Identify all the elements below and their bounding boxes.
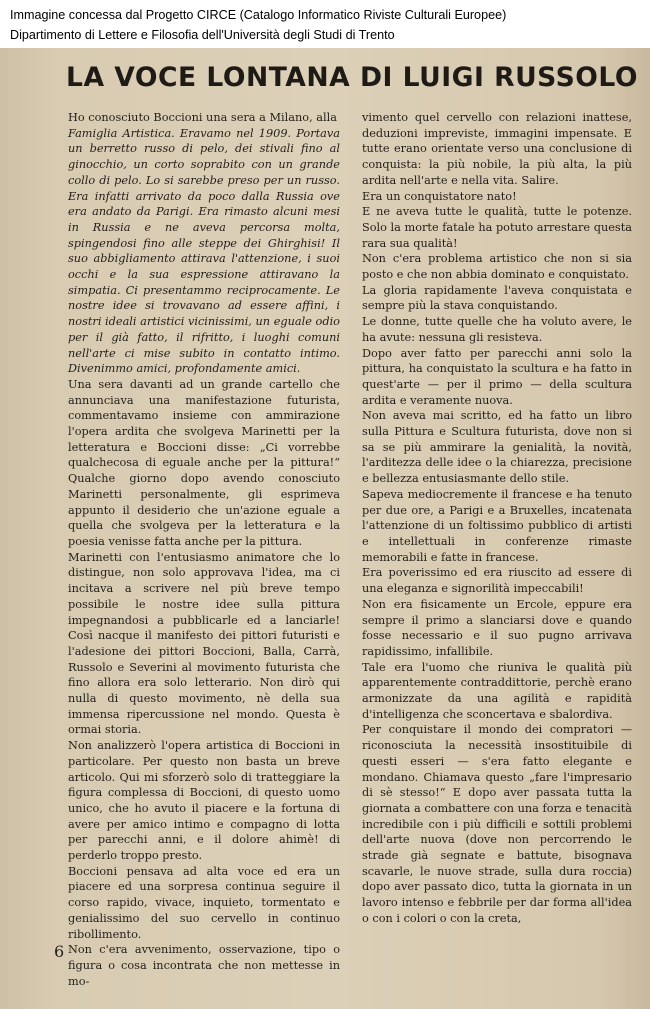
paragraph-text: Ho conosciuto Boccioni una sera a Milano, alla (68, 111, 337, 124)
column-left (68, 110, 340, 989)
paragraph: Non c'era avvenimento, osservazione, tipo o figura o cosa incontrata che non mettesse in mo- (68, 943, 340, 988)
paragraph: Era un conquistatore nato! (362, 189, 517, 203)
paragraph: Non c'era problema artistico che non si sia posto e che non abbia dominato e conquistato. (362, 252, 632, 282)
credit-line-1: Immagine concessa dal Progetto CIRCE (Catalogo Informatico Riviste Culturali Europee) (10, 8, 507, 22)
paragraph: Le donne, tutte quelle che ha voluto avere, le ha avute: nessuna gli resisteva. (362, 315, 632, 344)
magazine-page (0, 48, 650, 1009)
paragraph: Non aveva mai scritto, ed ha fatto un libro sulla Pittura e Scultura futurista, dove non si sa se più ammirare la genialità, la novità, l'arditezza delle idee o la chiarezza, precisione e bellezza entusiasmante dello stile. (362, 409, 632, 486)
paragraph (68, 126, 340, 377)
paragraph: Sapeva mediocremente il francese e ha tenuto per due ore, a Parigi e a Bruxelles, incatenata l'attenzione di un foltissimo pubblico di artisti e intellettuali in conferenze rimaste memorabili e fatte in francese. (362, 487, 632, 564)
paragraph: Tale era l'uomo che riuniva le qualità più apparentemente contraddittorie, perchè erano armonizzate da una agilità e rapidità d'intelligenza che sconcertava e sbalordiva. (362, 660, 632, 721)
credit-line-2: Dipartimento di Lettere e Filosofia dell'Università degli Studi di Trento (10, 28, 395, 42)
paragraph: Non era fisicamente un Ercole, eppure era sempre il primo a slanciarsi dove e quando fosse necessario e il suo pugno arrivava rapidissimo, infallibile. (362, 597, 632, 658)
article-title: LA VOCE LONTANA DI LUIGI RUSSOLO (66, 62, 638, 93)
column-right (362, 110, 632, 927)
paragraph: vimento quel cervello con relazioni inattese, deduzioni impreviste, immagini impensate. E tutte erano orientate verso una conclusione di conquista: la più nobile, la più alta, la più ardita nell'arte e nella vita. Salire. (362, 111, 632, 187)
paragraph-text: Famiglia Artistica. Eravamo nel 1909. Portava un berretto russo di pelo, dei stivali fino al ginocchio, un corto soprabito con un grande collo di pelo. Lo si sarebbe preso per un russo. Era infatti arrivato da poco dalla Russia ove era andato da Parigi. Era rimasto alcuni mesi in Russia e ne aveva percorsa molta, spingendosi fino alle steppe dei Ghirghisi! Il suo abbigliamento attirava l'attenzione, i suoi occhi e la sua espressione attiravano la simpatia. Ci presentammo reciprocamente. Le nostre idee si trovavano ad essere affini, i nostri ideali artistici vicinissimi, un eguale odio per il già fatto, il rifritto, i luoghi comuni nell'arte ci mise subito in contatto intimo. Divenimmo amici, profondamente amici. (68, 126, 340, 376)
paragraph: Boccioni pensava ad alta voce ed era un piacere ed una sorpresa continua seguire il corso rapido, vivace, inquieto, tormentato e genialissimo del suo cervello in continuo ribollimento. (68, 864, 340, 941)
paragraph: Per conquistare il mondo dei compratori — riconosciuta la necessità insostituibile di questi esseri — s'era fatto elegante e mondano. Chiamava questo „fare l'impresario di sè stesso!“ E dopo aver passata tutta la giornata a combattere con una forza e tenacità incredibile con i più difficili e sottili problemi dell'arte nuova (dove non percorrendo le strade già segnate e battute, bisognava scavarle, le nuove strade, sulla dura roccia) dopo aver passato dico, tutta la giornata in un lavoro intenso e febbrile per dar forma all'idea o con i colori o con la creta, (362, 723, 632, 925)
paragraph: E ne aveva tutte le qualità, tutte le potenze. Solo la morte fatale ha potuto arrestare questa rara sua qualità! (362, 205, 632, 250)
paragraph: Non analizzerò l'opera artistica di Boccioni in particolare. Per questo non basta un breve articolo. Qui mi sforzerò solo di tratteggiare la figura complessa di Boccioni, di questo uomo unico, che ho avuto il piacere e la fortuna di avere per amico intimo e compagno di lotta per parecchi anni, e il dolore ahimè! di perderlo troppo presto. (68, 739, 340, 863)
paragraph: Dopo aver fatto per parecchi anni solo la pittura, ha conquistato la scultura e ha fatto in quest'arte — per il primo — della scultura ardita e veramente nuova. (362, 346, 632, 407)
paragraph (68, 110, 340, 126)
paragraph: Era poverissimo ed era riuscito ad essere di una eleganza e signorilità impeccabili! (362, 566, 632, 596)
paragraph: Una sera davanti ad un grande cartello che annunciava una manifestazione futurista, commentavamo insieme con ammirazione l'opera ardita che svolgeva Marinetti per la letteratura e Boccioni disse: „Ci vorrebbe qualchecosa di eguale anche per la pittura!“ Qualche giorno dopo avendo conosciuto Marinetti personalmente, gli esprimeva appunto il desiderio che un'azione eguale a quella che svolgeva per la letteratura e la poesia venisse fatta anche per la pittura. (68, 377, 340, 548)
paragraph: Marinetti con l'entusiasmo animatore che lo distingue, non solo approvava l'idea, ma ci incitava a scrivere nel più breve tempo possibile le nostre idee sulla pittura impegnandosi a pubblicarle ed a lanciarle! Così nacque il manifesto dei pittori futuristi e l'adesione dei pittori Boccioni, Balla, Carrà, Russolo e Severini al movimento futurista che fino allora era solo letterario. Non dirò qui nulla di questo movimento, nè della sua immensa ripercussione nel mondo. Questa è ormai storia. (68, 550, 340, 737)
page-number: 6 (54, 942, 65, 961)
credit-banner (0, 0, 650, 48)
paragraph: La gloria rapidamente l'aveva conquistata e sempre più la stava conquistando. (362, 283, 632, 313)
